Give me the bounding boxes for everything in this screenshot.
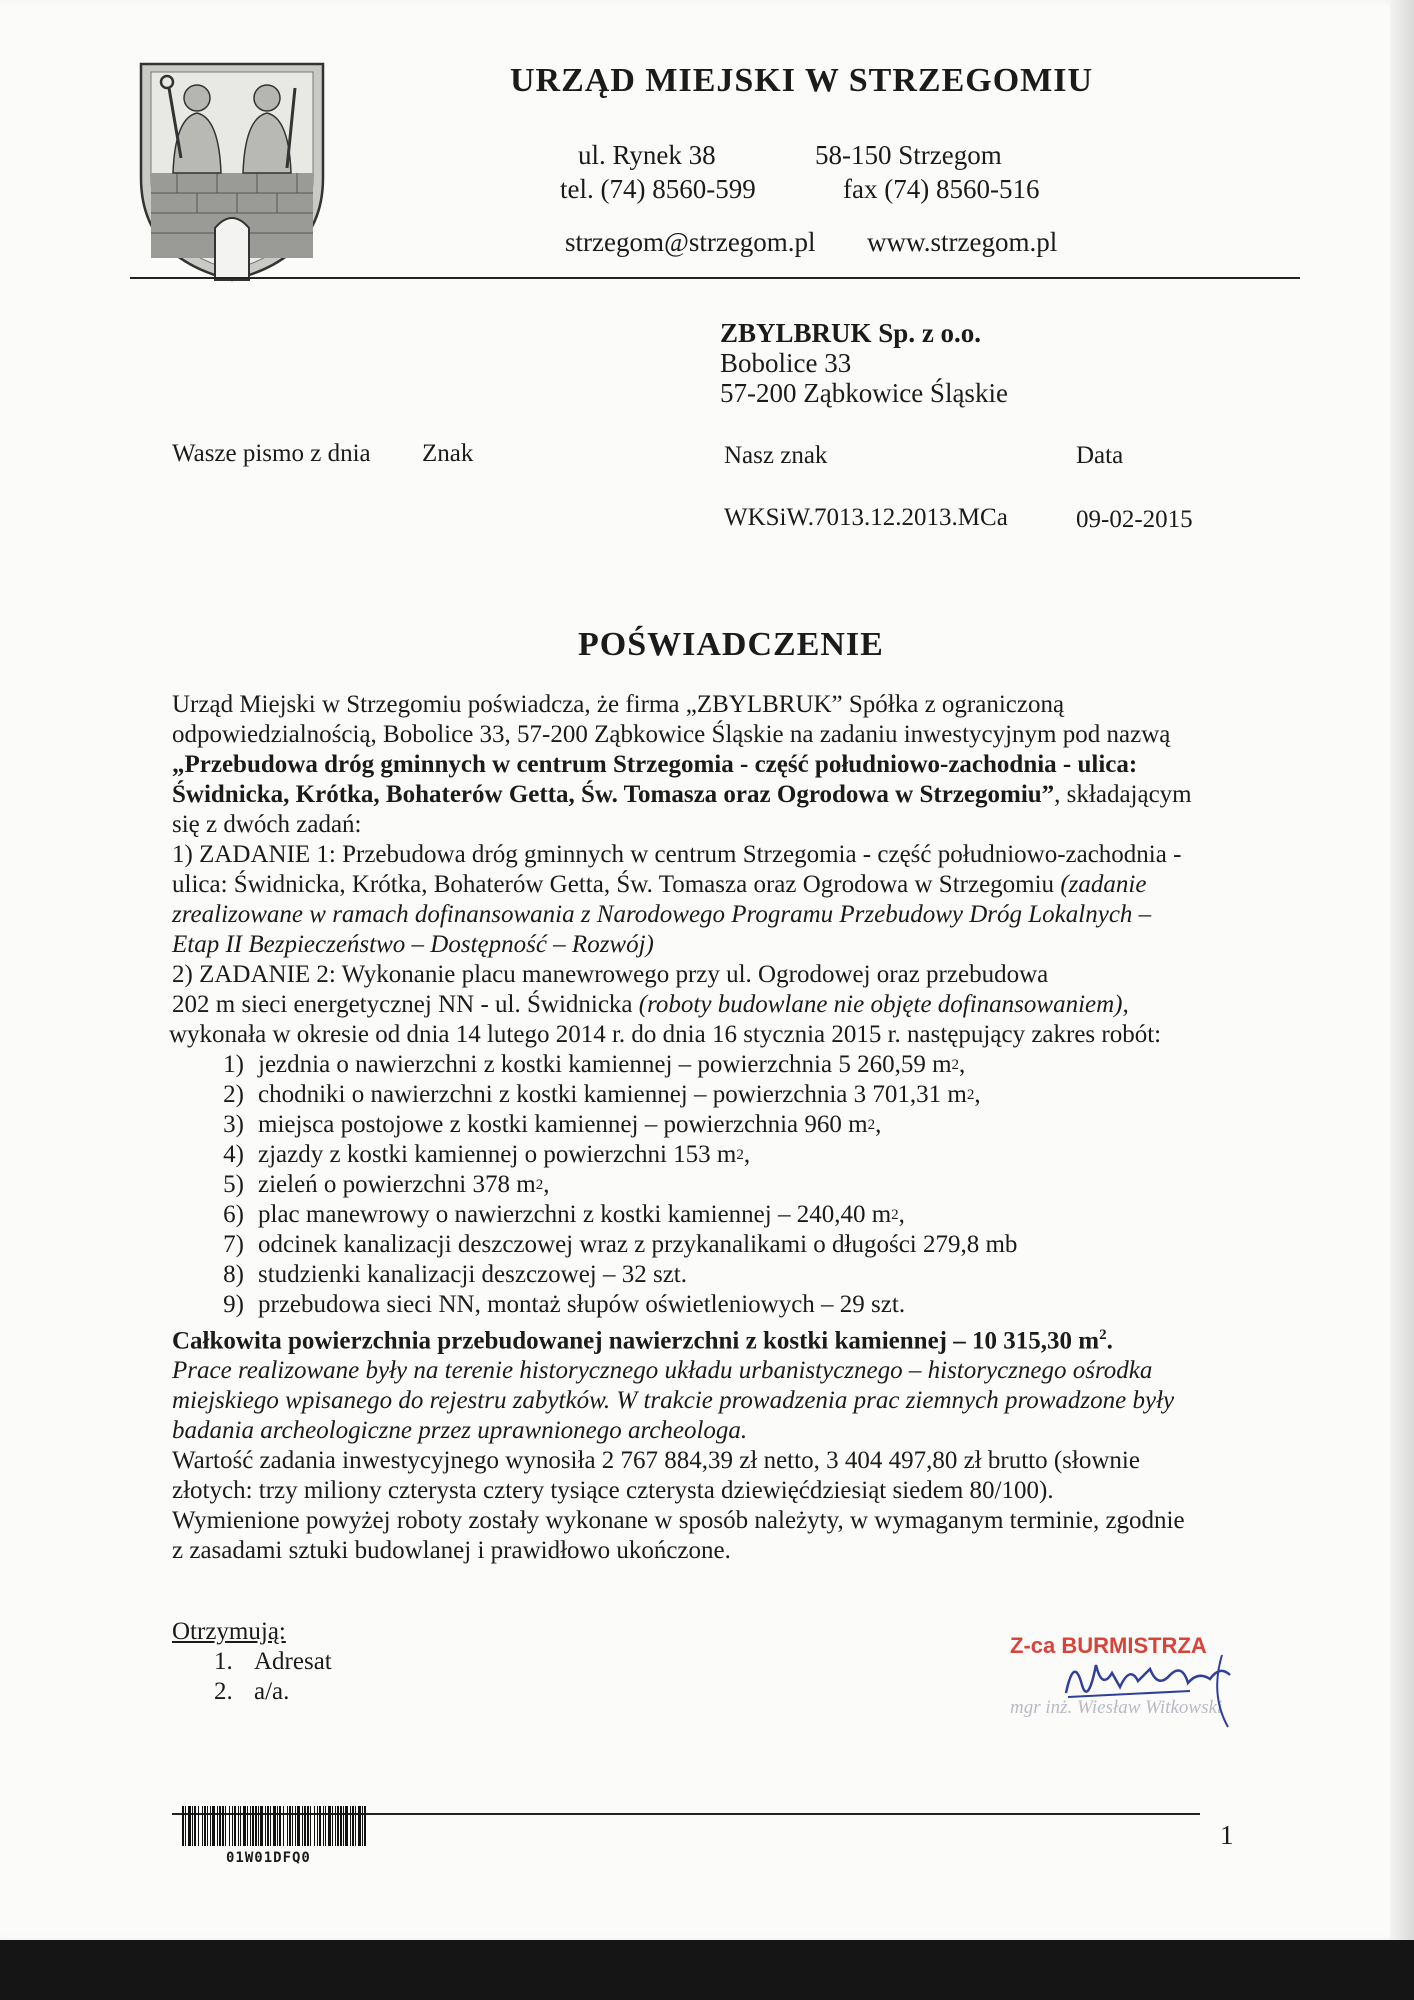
work-item-text: chodniki o nawierzchni z kostki kamiennej – powierzchnia 3 701,31 m <box>258 1081 967 1108</box>
work-item-tail: , <box>743 1141 751 1168</box>
work-item-text: odcinek kanalizacji deszczowej wraz z przykanalikami o długości 279,8 mb <box>258 1231 1018 1258</box>
task1-line: zrealizowane w ramach dofinansowania z Narodowego Programu Przebudowy Dróg Lokalnych – <box>172 901 1152 928</box>
your-letter-label: Wasze pismo z dnia <box>172 440 371 467</box>
recipients-label: Otrzymują: <box>172 1618 286 1645</box>
project-name-line: Świdnicka, Krótka, Bohaterów Getta, Św. Tomasza oraz Ogrodowa w Strzegomiu”, składającym <box>172 781 1192 808</box>
office-name: URZĄD MIEJSKI W STRZEGOMIU <box>510 62 1094 99</box>
office-email: strzegom@strzegom.pl <box>565 227 816 257</box>
work-item-text: plac manewrowy o nawierzchni z kostki kamiennej – 240,40 m <box>258 1201 892 1228</box>
document-date: 09-02-2015 <box>1076 506 1193 533</box>
work-item-number: 3) <box>223 1111 244 1138</box>
document-body <box>169 690 1232 1566</box>
office-postal-code: 58-150 Strzegom <box>815 140 1002 170</box>
work-item-number: 9) <box>223 1291 244 1318</box>
project-name-line: „Przebudowa dróg gminnych w centrum Strzegomia - część południowo-zachodnia - ulica: <box>172 751 1138 778</box>
work-item <box>172 1230 1232 1260</box>
work-item-number: 7) <box>223 1231 244 1258</box>
heritage-note-line: badania archeologiczne przez uprawnionego archeologa. <box>172 1417 748 1445</box>
work-item-text: miejsca postojowe z kostki kamiennej – powierzchnia 960 m <box>258 1111 868 1138</box>
work-item-number: 5) <box>223 1171 244 1198</box>
official-stamp <box>1000 1625 1270 1735</box>
heritage-note-line: miejskiego wpisanego do rejestru zabytków. W trakcie prowadzenia prac ziemnych prowadzone były <box>172 1387 1175 1415</box>
task2-line: 2) ZADANIE 2: Wykonanie placu manewrowego przy ul. Ogrodowej oraz przebudowa <box>172 961 1049 988</box>
task1-line: ulica: Świdnicka, Krótka, Bohaterów Getta, Św. Tomasza oraz Ogrodowa w Strzegomiu (zadanie <box>172 871 1147 898</box>
sign-label: Znak <box>422 440 474 467</box>
work-item-unit-exponent: 2 <box>951 1057 960 1073</box>
work-item-text: przebudowa sieci NN, montaż słupów oświetleniowych – 29 szt. <box>258 1291 906 1318</box>
date-label: Data <box>1076 442 1124 469</box>
office-fax: fax (74) 8560-516 <box>843 174 1040 204</box>
task1-line: Etap II Bezpieczeństwo – Dostępność – Rozwój) <box>172 931 654 958</box>
work-item-tail: , <box>898 1201 905 1228</box>
office-website: www.strzegom.pl <box>867 227 1058 257</box>
work-item-text: jezdnia o nawierzchni z kostki kamiennej – powierzchnia 5 260,59 m <box>258 1051 952 1078</box>
addressee-city: 57-200 Ząbkowice Śląskie <box>720 378 1008 408</box>
intro-line: odpowiedzialnością, Bobolice 33, 57-200 Ząbkowice Śląskie na zadaniu inwestycyjnym pod nazwą <box>172 721 1171 748</box>
work-item <box>172 1170 1232 1200</box>
task2-line: 202 m sieci energetycznej NN - ul. Świdnicka (roboty budowlane nie objęte dofinansowaniem), <box>172 991 1129 1018</box>
work-item-tail: , <box>974 1081 981 1108</box>
work-item <box>172 1050 1232 1080</box>
barcode-icon <box>180 1806 368 1846</box>
work-item <box>172 1290 1232 1320</box>
work-item-unit-exponent: 2 <box>736 1147 744 1163</box>
addressee-name: ZBYLBRUK Sp. z o.o. <box>720 318 982 348</box>
stamp-official-name: mgr inż. Wiesław Witkowski <box>1010 1697 1223 1718</box>
work-item-tail: , <box>543 1171 550 1198</box>
coat-of-arms-icon <box>137 58 327 283</box>
work-item-number: 2) <box>223 1081 244 1108</box>
work-item-text: studzienki kanalizacji deszczowej – 32 szt. <box>258 1261 688 1288</box>
work-item <box>172 1140 1232 1170</box>
work-item-text: zjazdy z kostki kamiennej o powierzchni 153 m <box>258 1141 737 1168</box>
page-number: 1 <box>1220 1820 1234 1850</box>
signature-icon <box>1060 1635 1260 1735</box>
investment-value-line: złotych: trzy miliony czterysta cztery tysiące czterysta dziewięćdziesiąt siedem 80/100). <box>172 1477 1054 1505</box>
work-item-text: zieleń o powierzchni 378 m <box>258 1171 536 1198</box>
conclusion-line: z zasadami sztuki budowlanej i prawidłowo ukończone. <box>172 1537 731 1565</box>
header-divider <box>130 277 1300 279</box>
work-item-number: 8) <box>223 1261 244 1288</box>
recipient-item: 2. a/a. <box>214 1678 290 1705</box>
work-item-unit-exponent: 2 <box>535 1177 544 1193</box>
heritage-note-line: Prace realizowane były na terenie historycznego układu urbanistycznego – historycznego ośrodka <box>172 1357 1153 1385</box>
period-line: wykonała w okresie od dnia 14 lutego 2014 r. do dnia 16 stycznia 2015 r. następujący zakres robót: <box>169 1021 1162 1048</box>
work-item-unit-exponent: 2 <box>891 1207 899 1223</box>
our-sign-label: Nasz znak <box>724 442 828 469</box>
scan-edge <box>1390 0 1414 1940</box>
total-area-line: Całkowita powierzchnia przebudowanej nawierzchni z kostki kamiennej – 10 315,30 $m^2$. <box>172 1327 1113 1355</box>
office-phone: tel. (74) 8560-599 <box>560 174 756 204</box>
recipients <box>172 1617 332 1707</box>
work-item <box>172 1200 1232 1230</box>
work-item-number: 1) <box>223 1051 244 1078</box>
work-item-tail: , <box>875 1111 882 1138</box>
scan-border <box>0 1940 1414 2000</box>
office-street: ul. Rynek 38 <box>578 140 716 170</box>
task1-line: 1) ZADANIE 1: Przebudowa dróg gminnych w centrum Strzegomia - część południowo-zachodnia - <box>172 841 1182 868</box>
work-item-unit-exponent: 2 <box>966 1087 975 1103</box>
work-item-number: 6) <box>223 1201 244 1228</box>
document-title: POŚWIADCZENIE <box>578 626 884 663</box>
addressee-street: Bobolice 33 <box>720 348 852 378</box>
work-item <box>172 1080 1232 1110</box>
work-item <box>172 1260 1232 1290</box>
barcode-text: 01W01DFQ0 <box>226 1850 311 1866</box>
work-item-unit-exponent: 2 <box>867 1117 876 1133</box>
investment-value-line: Wartość zadania inwestycyjnego wynosiła 2 767 884,39 zł netto, 3 404 497,80 zł brutto (słownie <box>172 1447 1140 1475</box>
works-list <box>172 1050 1232 1320</box>
conclusion-line: Wymienione powyżej roboty zostały wykonane w sposób należyty, w wymaganym terminie, zgodnie <box>172 1507 1185 1535</box>
work-item-tail: , <box>959 1051 966 1078</box>
two-tasks-line: się z dwóch zadań: <box>172 811 362 838</box>
our-sign-value: WKSiW.7013.12.2013.MCa <box>724 504 1008 531</box>
intro-line: Urząd Miejski w Strzegomiu poświadcza, że firma „ZBYLBRUK” Spółka z ograniczoną <box>172 691 1065 718</box>
work-item-number: 4) <box>223 1141 244 1168</box>
work-item <box>172 1110 1232 1140</box>
recipient-item: 1. Adresat <box>214 1648 332 1675</box>
stamp-title: Z-ca BURMISTRZA <box>1010 1633 1207 1658</box>
